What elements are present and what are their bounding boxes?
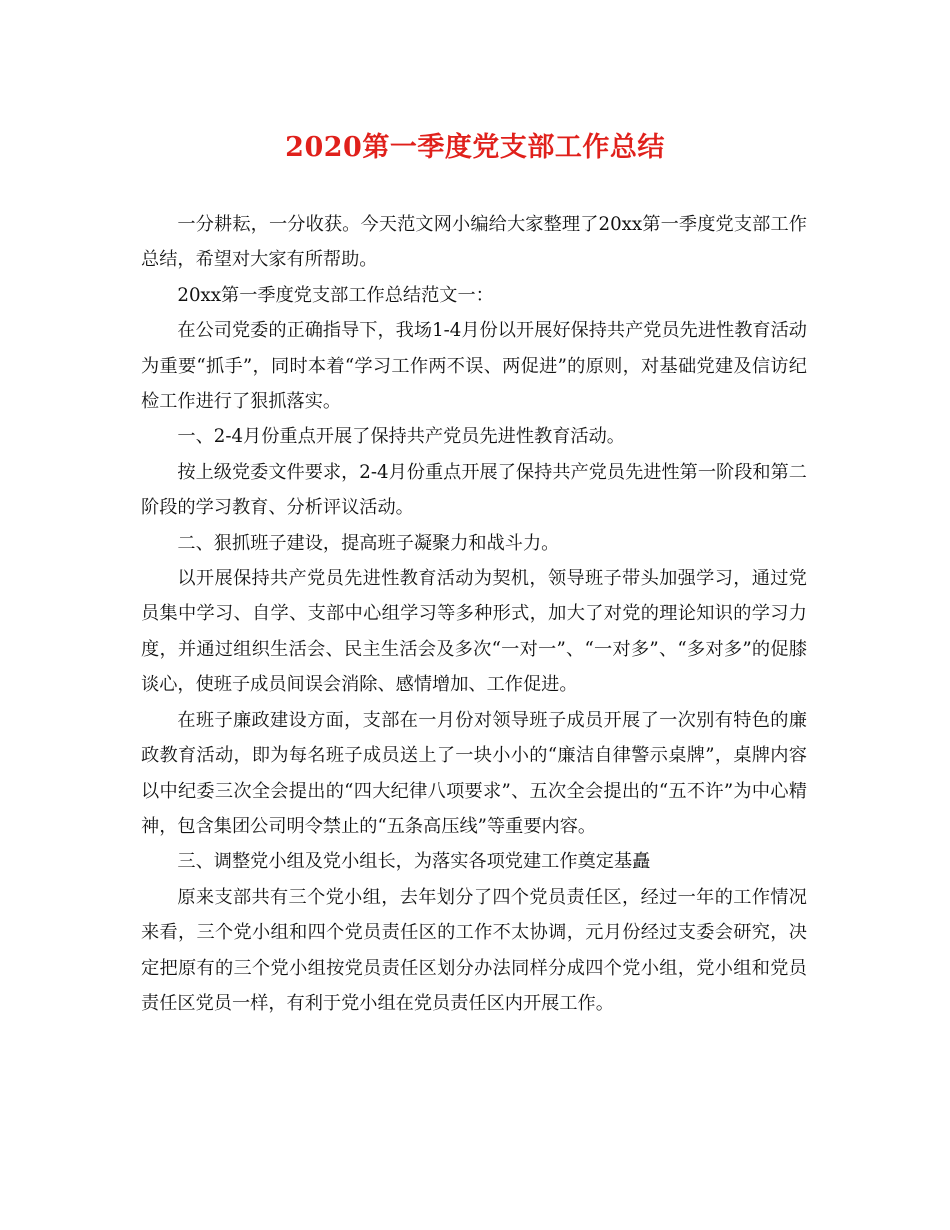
section-heading-1: 一、2-4月份重点开展了保持共产党员先进性教育活动。 xyxy=(177,426,625,448)
paragraph-section-2a: 以开展保持共产党员先进性教育活动为契机，领导班子带头加强学习，通过党员集中学习、自学、支部中心组学习等多种形式，加大了对党的理论知识的学习力度，并通过组织生活会、民主生活会及多次“一对一”、“一对多”、“多对多”的促膝谈心，使班子成员间误会消除、感情增加、工作促进。 xyxy=(141,568,807,696)
paragraph-section-2b: 在班子廉政建设方面，支部在一月份对领导班子成员开展了一次别有特色的廉政教育活动，即为每名班子成员送上了一块小小的“廉洁自律警示桌牌”，桌牌内容以中纪委三次全会提出的“四大纪律八项要求”、五次全会提出的“五不许”为中心精神，包含集团公司明令禁止的“五条高压线”等重要内容。 xyxy=(141,709,807,837)
paragraph-intro: 一分耕耘，一分收获。今天范文网小编给大家整理了20xx第一季度党支部工作总结，希望对大家有所帮助。 xyxy=(141,214,807,271)
paragraph-section-3: 原来支部共有三个党小组，去年划分了四个党员责任区，经过一年的工作情况来看，三个党小组和四个党员责任区的工作不太协调，元月份经过支委会研究，决定把原有的三个党小组按党员责任区划分办法同样分成四个党小组，党小组和党员责任区党员一样，有利于党小组在党员责任区内开展工作。 xyxy=(141,886,807,1014)
section-heading-2: 二、狠抓班子建设，提高班子凝聚力和战斗力。 xyxy=(177,532,560,554)
paragraph-sample-heading: 20xx第一季度党支部工作总结范文一： xyxy=(177,284,494,306)
paragraph-section-1: 按上级党委文件要求，2-4月份重点开展了保持共产党员先进性第一阶段和第二阶段的学习教育、分析评议活动。 xyxy=(141,461,807,519)
section-heading-3: 三、调整党小组及党小组长，为落实各项党建工作奠定基矗 xyxy=(177,851,651,873)
document-title: 2020第一季度党支部工作总结 xyxy=(285,132,665,163)
document-body xyxy=(141,207,807,1021)
paragraph-overview: 在公司党委的正确指导下，我场1-4月份以开展好保持共产党员先进性教育活动为重要“抓手”，同时本着“学习工作两不误、两促进”的原则，对基础党建及信访纪检工作进行了狠抓落实。 xyxy=(141,320,807,413)
